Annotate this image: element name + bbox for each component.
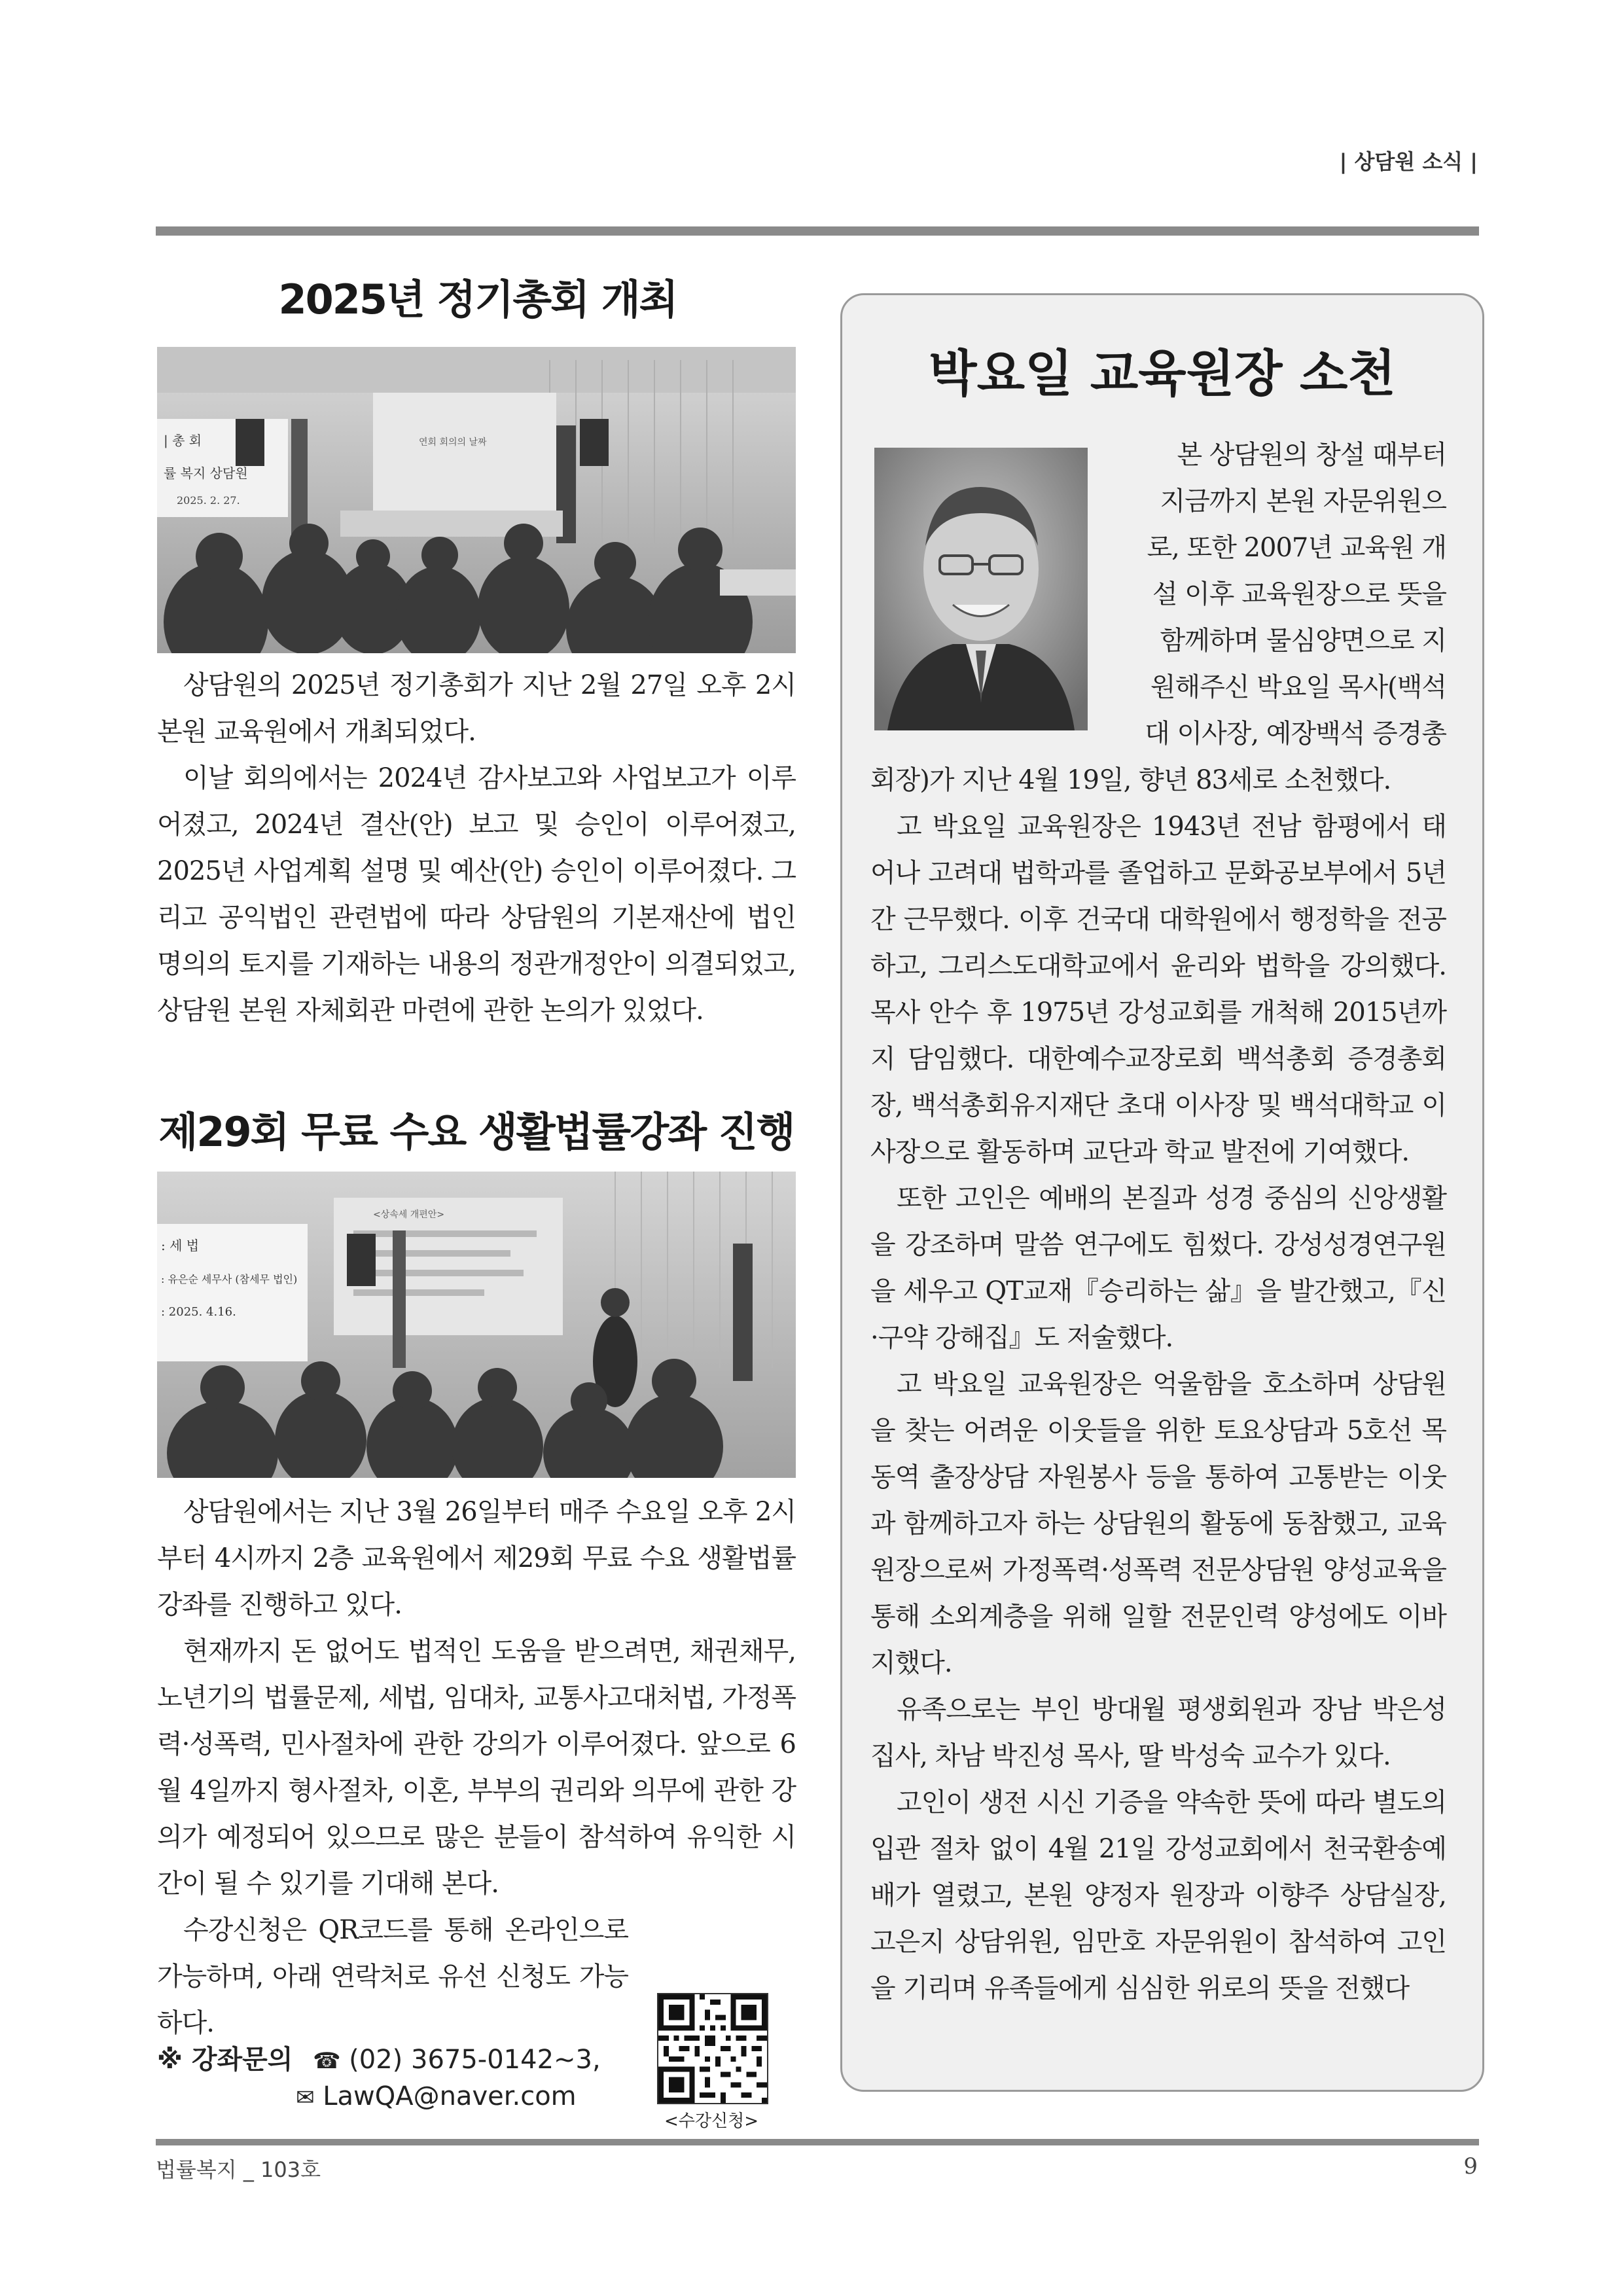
article1-paragraph: 이날 회의에서는 2024년 감사보고와 사업보고가 이루어졌고, 2024년 결산(안) 보고 및 승인이 이루어졌고, 2025년 사업계획 설명 및 예산(안) 승인이 이루어졌다. 그리고 공익법인 관련법에 따라 상담원의 기본재산에 법인 명의의 토지를 기재하는 내용의 정관개정안이 의결되었고, 상담원 본원 자체회관 마련에 관한 논의가 있었다. (157, 763, 796, 1026)
obituary-line: 설 이후 교육원장으로 뜻을 (1152, 579, 1446, 609)
article2-title: 제29회 무료 수요 생활법률강좌 진행 (158, 1108, 794, 1156)
obituary-line: 본 상담원의 창설 때부터 (1177, 440, 1446, 470)
photo-banner-line-3: 2025. 2. 27. (177, 494, 240, 507)
article2-photo (157, 1172, 796, 1478)
obituary-paragraph: 또한 고인은 예배의 본질과 성경 중심의 신앙생활을 강조하며 말씀 연구에도 힘썼다. 강성성경연구원을 세우고 QT교재『승리하는 삶』을 발간했고,『신·구약 강해집』도 저술했다. (870, 1183, 1446, 1353)
contact-label: ※ 강좌문의 (157, 2045, 293, 2075)
photo-banner-line-2: : 유은순 세무사 (참세무 법인) (161, 1273, 298, 1285)
obituary-paragraph: 고 박요일 교육원장은 억울함을 호소하며 상담원을 찾는 어려운 이웃들을 위한 토요상담과 5호선 목동역 출장상담 자원봉사 등을 통하여 고통받는 이웃과 함께하고자 하는 상담원의 활동에 동참했고, 교육원장으로써 가정폭력·성폭력 전문상담원 양성교육을 통해 소외계층을 위해 일할 전문인력 양성에도 이바지했다. (870, 1369, 1446, 1678)
photo-screen-text: <상속세 개편안> (373, 1210, 445, 1220)
meeting-photo-illustration (157, 347, 796, 653)
qr-caption: <수강신청> (664, 2111, 759, 2131)
obituary-body (870, 757, 1446, 2012)
obituary-line: 원해주신 박요일 목사(백석 (1150, 672, 1446, 702)
obituary-line: 지금까지 본원 자문위원으 (1160, 486, 1446, 516)
photo-banner-line-1: | 총 회 (164, 433, 202, 448)
footer-rule (156, 2139, 1479, 2145)
obituary-wrapped-lines (1106, 432, 1446, 757)
photo-banner-line-1: : 세 법 (161, 1238, 200, 1253)
article1-paragraph: 상담원의 2025년 정기총회가 지난 2월 27일 오후 2시 본원 교육원에서 개최되었다. (157, 670, 796, 747)
obituary-portrait (874, 448, 1088, 730)
obituary-title: 박요일 교육원장 소천 (929, 344, 1396, 403)
footer-publication: 법률복지 _ 103호 (156, 2157, 321, 2182)
contact-email-link[interactable]: LawQA@naver.com (323, 2081, 577, 2111)
qr-code-icon (658, 1994, 767, 2103)
lecture-photo-illustration (157, 1172, 796, 1478)
portrait-illustration (874, 448, 1088, 730)
obituary-paragraph1-end: 회장)가 지난 4월 19일, 향년 83세로 소천했다. (870, 765, 1391, 795)
page-number: 9 (1463, 2153, 1478, 2179)
qr-code[interactable] (657, 1993, 768, 2104)
contact-phone-line (157, 2039, 601, 2076)
obituary-line: 로, 또한 2007년 교육원 개 (1147, 533, 1446, 563)
article2-body (157, 1489, 796, 2047)
article2-paragraph: 현재까지 돈 없어도 법적인 도움을 받으려면, 채권채무, 노년기의 법률문제, 세법, 임대차, 교통사고대처법, 가정폭력·성폭력, 민사절차에 관한 강의가 이루어졌다. 앞으로 6월 4일까지 형사절차, 이혼, 부부의 권리와 의무에 관한 강의가 예정되어 있으므로 많은 분들이 참석하여 유익한 시간이 될 수 있기를 기대해 본다. (157, 1636, 796, 1899)
article1-photo (157, 347, 796, 653)
article2-paragraph: 상담원에서는 지난 3월 26일부터 매주 수요일 오후 2시부터 4시까지 2층 교육원에서 제29회 무료 수요 생활법률강좌를 진행하고 있다. (157, 1497, 796, 1620)
obituary-paragraph: 고 박요일 교육원장은 1943년 전남 함평에서 태어나 고려대 법학과를 졸업하고 문화공보부에서 5년간 근무했다. 이후 건국대 대학원에서 행정학을 전공하고, 그리스도대학교에서 윤리와 법학을 강의했다. 목사 안수 후 1975년 강성교회를 개척해 2015년까지 담임했다. 대한예수교장로회 백석총회 증경총회장, 백석총회유지재단 초대 이사장 및 백석대학교 이사장으로 활동하며 교단과 학교 발전에 기여했다. (870, 812, 1446, 1167)
obituary-line: 함께하며 물심양면으로 지 (1160, 626, 1446, 656)
telephone-icon: ☎ (313, 2048, 341, 2074)
header-rule (156, 226, 1479, 236)
obituary-line: 대 이사장, 예장백석 증경총 (1145, 719, 1446, 749)
contact-phone: (02) 3675-0142~3, (349, 2045, 601, 2075)
photo-banner-line-2: 률 복지 상담원 (164, 465, 248, 481)
article2-paragraph: 수강신청은 QR코드를 통해 온라인으로 가능하며, 아래 연락처로 유선 신청도 가능하다. (157, 1915, 628, 2038)
envelope-icon: ✉ (296, 2085, 315, 2111)
photo-screen-text: 연회 회의의 날짜 (419, 437, 487, 448)
article1-title: 2025년 정기총회 개최 (278, 276, 677, 323)
photo-banner-line-3: : 2025. 4.16. (161, 1305, 236, 1319)
contact-email-line (296, 2081, 577, 2111)
obituary-paragraph: 유족으로는 부인 방대월 평생회원과 장남 박은성 집사, 차남 박진성 목사, 딸 박성숙 교수가 있다. (870, 1695, 1446, 1771)
section-tag: | 상담원 소식 | (1339, 149, 1478, 174)
article1-body (157, 662, 796, 1034)
obituary-paragraph: 고인이 생전 시신 기증을 약속한 뜻에 따라 별도의 입관 절차 없이 4월 21일 강성교회에서 천국환송예배가 열렸고, 본원 양정자 원장과 이향주 상담실장, 고은지 상담위원, 임만호 자문위원이 참석하여 고인을 기리며 유족들에게 심심한 위로의 뜻을 전했다 (870, 1787, 1446, 2003)
